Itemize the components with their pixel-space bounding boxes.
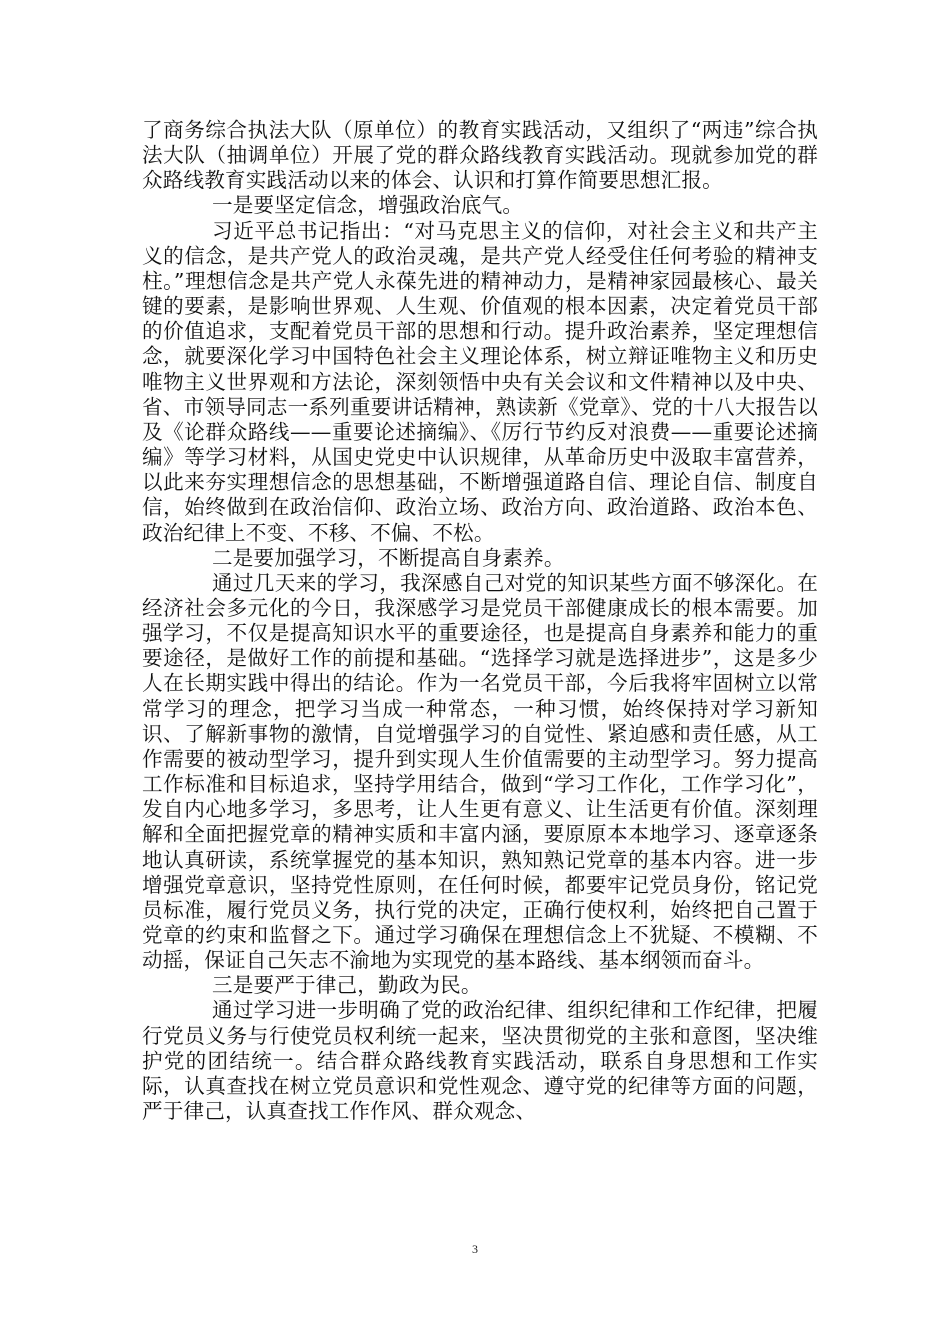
section-heading-2: 二是要加强学习，不断提高自身素养。	[212, 545, 565, 570]
section-heading-3: 三是要严于律己，勤政为民。	[212, 973, 482, 998]
section-heading-1: 一是要坚定信念，增强政治底气。	[212, 193, 524, 218]
paragraph-discipline: 通过学习进一步明确了党的政治纪律、组织纪律和工作纪律，把履行党员义务与行使党员权利统一起来，坚决贯彻党的主张和意图，坚决维护党的团结统一。结合群众路线教育实践活动，联系自身思想和工作实际，认真查找在树立党员意识和党性观念、遵守党的纪律等方面的问题，严于律己，认真查找工作作风、群众观念、	[142, 998, 818, 1124]
page-number: 3	[472, 1242, 478, 1256]
paragraph-continuation: 了商务综合执法大队（原单位）的教育实践活动，又组织了“两违”综合执法大队（抽调单位）开展了党的群众路线教育实践活动。现就参加党的群众路线教育实践活动以来的体会、认识和打算作简要思想汇报。	[142, 118, 818, 193]
document-body	[142, 118, 818, 1124]
paragraph-study: 通过几天来的学习，我深感自己对党的知识某些方面不够深化。在经济社会多元化的今日，我深感学习是党员干部健康成长的根本需要。加强学习，不仅是提高知识水平的重要途径，也是提高自身素养和能力的重要途径，是做好工作的前提和基础。“选择学习就是选择进步”，这是多少人在长期实践中得出的结论。作为一名党员干部，今后我将牢固树立以常常学习的理念，把学习当成一种常态，一种习惯，始终保持对学习新知识、了解新事物的激情，自觉增强学习的自觉性、紧迫感和责任感，从工作需要的被动型学习，提升到实现人生价值需要的主动型学习。努力提高工作标准和目标追求，坚持学用结合，做到“学习工作化，工作学习化”，发自内心地多学习，多思考，让人生更有意义、让生活更有价值。深刻理解和全面把握党章的精神实质和丰富内涵，要原原本本地学习、逐章逐条地认真研读，系统掌握党的基本知识，熟知熟记党章的基本内容。进一步增强党章意识，坚持党性原则，在任何时候，都要牢记党员身份，铭记党员标准，履行党员义务，执行党的决定，正确行使权利，始终把自己置于党章的约束和监督之下。通过学习确保在理想信念上不犹疑、不模糊、不动摇，保证自己矢志不渝地为实现党的基本路线、基本纲领而奋斗。	[142, 570, 818, 973]
paragraph-faith: 习近平总书记指出：“对马克思主义的信仰，对社会主义和共产主义的信念，是共产党人的政治灵魂，是共产党人经受住任何考验的精神支柱。”理想信念是共产党人永葆先进的精神动力，是精神家园最核心、最关键的要素，是影响世界观、人生观、价值观的根本因素，决定着党员干部的价值追求，支配着党员干部的思想和行动。提升政治素养，坚定理想信念，就要深化学习中国特色社会主义理论体系，树立辩证唯物主义和历史唯物主义世界观和方法论，深刻领悟中央有关会议和文件精神以及中央、省、市领导同志一系列重要讲话精神，熟读新《党章》、党的十八大报告以及《论群众路线——重要论述摘编》、《厉行节约反对浪费——重要论述摘编》等学习材料，从国史党史中认识规律，从革命历史中汲取丰富营养，以此来夯实理想信念的思想基础，不断增强道路自信、理论自信、制度自信，始终做到在政治信仰、政治立场、政治方向、政治道路、政治本色、政治纪律上不变、不移、不偏、不松。	[142, 218, 818, 545]
